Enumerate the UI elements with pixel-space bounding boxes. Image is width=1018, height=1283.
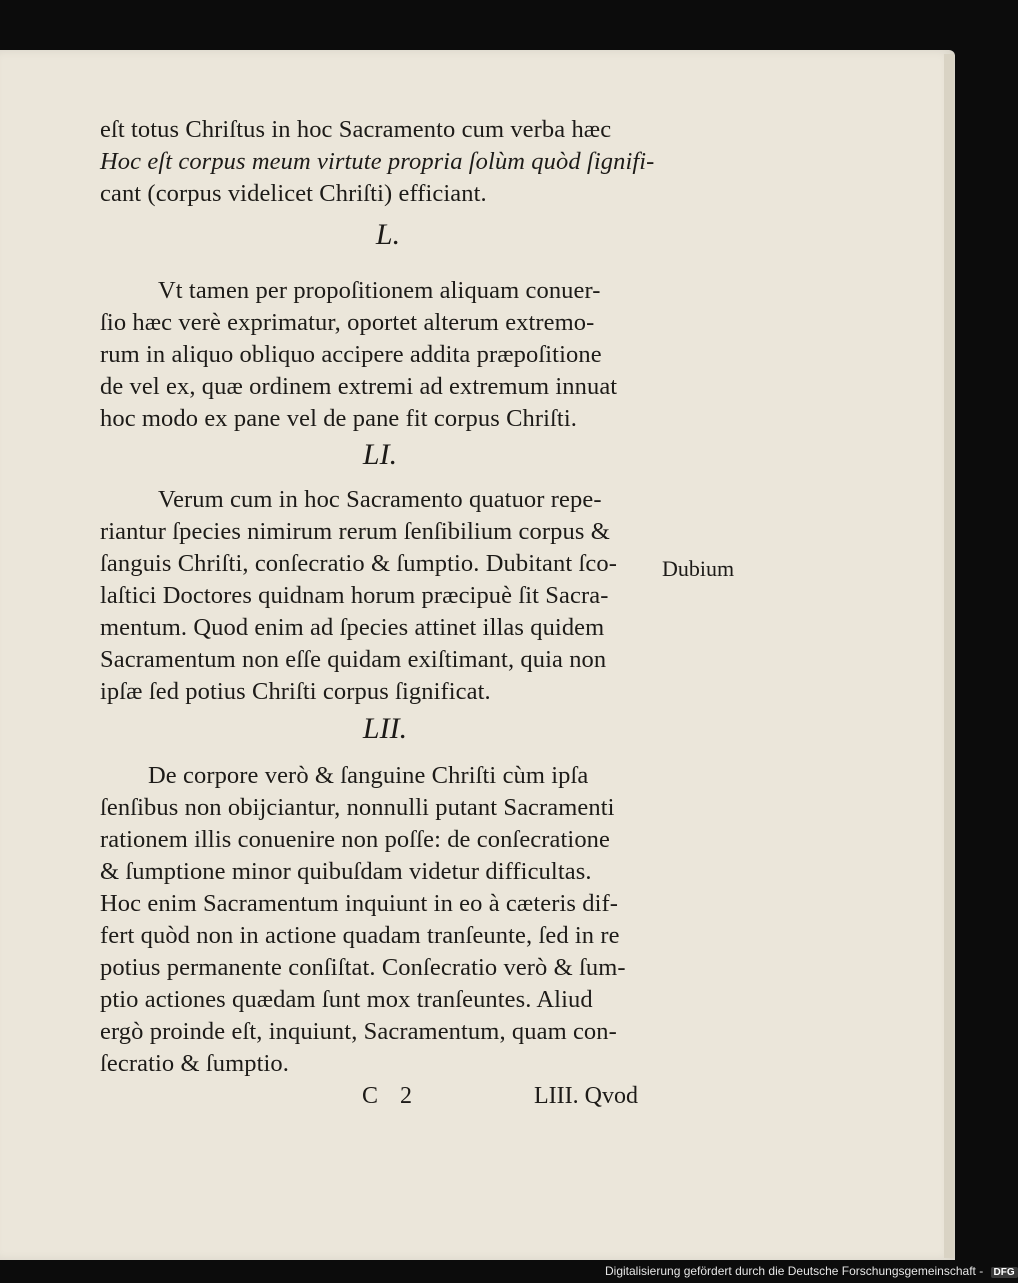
- text-line: laſtici Doctores quidnam horum præcipuè ſit Sacra-: [100, 582, 609, 609]
- section-LI-body: [100, 484, 660, 708]
- text-line: Vt tamen per propoſitionem aliquam conuer-: [158, 277, 601, 304]
- text-line: eſt totus Chriſtus in hoc Sacramento cum verba hæc: [100, 116, 612, 143]
- text-line: Hoc eſt corpus meum virtute propria ſolùm quòd ſignifi-: [100, 148, 655, 175]
- dfg-logo-icon: DFG: [991, 1267, 1018, 1278]
- text-line: Hoc enim Sacramentum inquiunt in eo à cæteris dif-: [100, 890, 619, 917]
- text-line: & ſumptione minor quibuſdam videtur difficultas.: [100, 858, 592, 885]
- text-line: Sacramentum non eſſe quidam exiſtimant, quia non: [100, 646, 607, 673]
- text-line: fert quòd non in actione quadam tranſeunte, ſed in re: [100, 922, 620, 949]
- show-through-bleed: [790, 168, 795, 194]
- section-L-body: [100, 275, 660, 435]
- text-line: rum in aliquo obliquo accipere addita præpoſitione: [100, 341, 602, 368]
- text-line: ipſæ ſed potius Chriſti corpus ſignificat.: [100, 678, 491, 705]
- text-line: riantur ſpecies nimirum rerum ſenſibilium corpus &: [100, 518, 610, 545]
- text-line: cant (corpus videlicet Chriſti) efficiant.: [100, 180, 487, 207]
- signature-mark: C 2: [362, 1083, 421, 1109]
- page-edge: [944, 54, 954, 1258]
- text-line: hoc modo ex pane vel de pane fit corpus Chriſti.: [100, 405, 577, 432]
- text-line: rationem illis conuenire non poſſe: de conſecratione: [100, 826, 610, 853]
- text-line: ſio hæc verè exprimatur, oportet alterum extremo-: [100, 309, 595, 336]
- credit-text: Digitalisierung gefördert durch die Deutsche Forschungsgemeinschaft -: [605, 1264, 984, 1278]
- section-heading-LI: LI.: [362, 438, 398, 471]
- text-line: de vel ex, quæ ordinem extremi ad extremum innuat: [100, 373, 618, 400]
- text-line: potius permanente conſiſtat. Conſecratio verò & ſum-: [100, 954, 626, 981]
- text-line: Verum cum in hoc Sacramento quatuor repe-: [158, 486, 602, 513]
- text-line: ſecratio & ſumptio.: [100, 1050, 290, 1077]
- paragraph-top: [100, 114, 660, 210]
- text-line: ergò proinde eſt, inquiunt, Sacramentum, quam con-: [100, 1018, 617, 1045]
- text-line: ſanguis Chriſti, conſecratio & ſumptio. Dubitant ſco-: [100, 550, 617, 577]
- margin-note-dubium: Dubium: [662, 556, 735, 581]
- section-LII-body: [100, 760, 660, 1080]
- section-heading-L: L.: [375, 218, 401, 251]
- section-heading-LII: LII.: [362, 712, 408, 745]
- digitization-credit: [605, 1264, 1018, 1278]
- text-line: ſenſibus non obijciantur, nonnulli putant Sacramenti: [100, 794, 615, 821]
- text-line: De corpore verò & ſanguine Chriſti cùm ipſa: [148, 762, 589, 789]
- text-line: mentum. Quod enim ad ſpecies attinet illas quidem: [100, 614, 605, 641]
- text-line: ptio actiones quædam ſunt mox tranſeuntes. Aliud: [100, 986, 593, 1013]
- catchword: LIII. Qvod: [534, 1083, 638, 1109]
